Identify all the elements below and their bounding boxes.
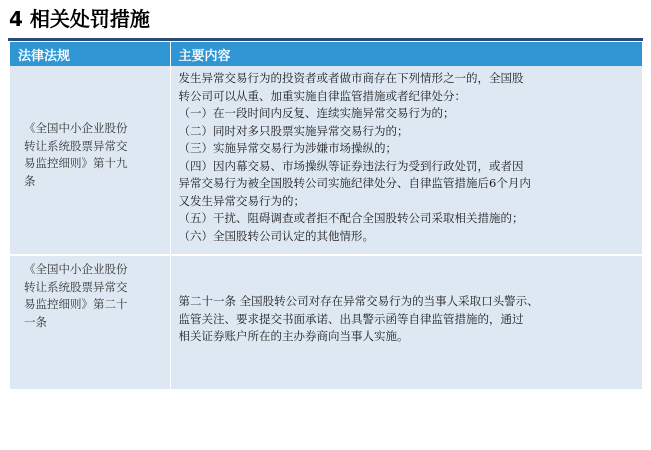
law-line: 易监控细则》第十九 xyxy=(24,156,128,170)
content-cell xyxy=(170,66,642,255)
law-line: 转让系统股票异常交 xyxy=(24,279,128,294)
table-row xyxy=(10,66,642,255)
content-line: 相关证券账户所在的主办券商向当事人实施。 xyxy=(178,329,409,343)
column-header-law: 法律法规 xyxy=(10,42,170,66)
law-line: 易监控细则》第二十 xyxy=(24,297,128,311)
content-line: 监管关注、要求提交书面承诺、出具警示函等自律监管措施的，通过 xyxy=(178,311,524,326)
law-line: 转让系统股票异常交 xyxy=(24,138,128,153)
content-line: （六）全国股转公司认定的其他情形。 xyxy=(178,228,374,243)
law-line: 条 xyxy=(24,173,36,188)
content-line: （一）在一段时间内反复、连续实施异常交易行为的； xyxy=(178,106,455,120)
column-header-content: 主要内容 xyxy=(170,42,642,66)
content-line: （二）同时对多只股票实施异常交易行为的； xyxy=(178,123,409,138)
law-line: 一条 xyxy=(24,314,47,329)
content-line: （四）因内幕交易、市场操纵等证券违法行为受到行政处罚，或者因 xyxy=(178,158,524,173)
law-cell xyxy=(10,66,170,255)
table-header-row xyxy=(10,42,642,66)
content-line: 发生异常交易行为的投资者或者做市商存在下列情形之一的，全国股 xyxy=(178,71,524,85)
content-line: （五）干扰、阻碍调查或者拒不配合全国股转公司采取相关措施的； xyxy=(178,211,524,225)
table-row xyxy=(10,255,642,390)
page-title: 4 相关处罚措施 xyxy=(9,7,150,31)
content-cell xyxy=(170,255,642,390)
regulations-table xyxy=(10,42,643,391)
content-line: 第二十一条 全国股转公司对存在异常交易行为的当事人采取口头警示、 xyxy=(178,294,539,308)
content-line: 又发生异常交易行为的； xyxy=(178,193,305,208)
title-divider xyxy=(8,38,643,41)
content-line: （三）实施异常交易行为涉嫌市场操纵的； xyxy=(178,141,397,155)
content-line: 转公司可以从重、加重实施自律监管措施或者纪律处分： xyxy=(178,88,466,103)
content-line: 异常交易行为被全国股转公司实施纪律处分、自律监管措施后6个月内 xyxy=(178,176,531,190)
law-line: 《全国中小企业股份 xyxy=(24,121,128,135)
law-line: 《全国中小企业股份 xyxy=(24,262,128,276)
law-cell xyxy=(10,255,170,390)
